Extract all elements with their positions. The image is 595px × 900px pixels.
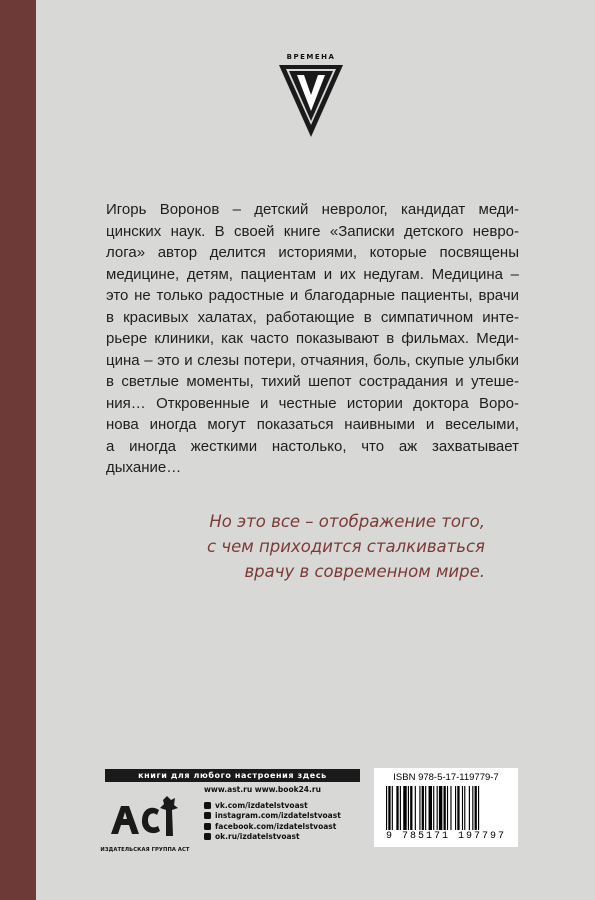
tagline-banner: книги для любого настроения здесь (105, 769, 360, 782)
quote-line: врачу в современном мире. (244, 562, 485, 581)
social-link-facebook[interactable] (204, 821, 374, 832)
series-name: ВРЕМЕНА (286, 53, 336, 61)
social-link-text: facebook.com/izdatelstvoast (215, 821, 337, 831)
annotation-line: в светлые моменты, тихий шепот сострадания и утеше- (106, 373, 519, 390)
isbn-barcode (374, 768, 518, 847)
quote-line: с чем приходится сталкиваться (207, 537, 485, 556)
social-link-instagram[interactable] (204, 811, 374, 822)
annotation-line: ния… Откровенные и честные истории доктора Воро- (106, 394, 519, 412)
annotation-line: лога» автор делится историями, которые посвящены (106, 244, 519, 261)
annotation-line: а иногда жесткими настолько, что аж захватывает (106, 437, 519, 455)
barcode-digits: 9 785171 197797 (385, 831, 506, 842)
social-link-text: instagram.com/izdatelstvoast (215, 811, 341, 821)
annotation-line: цина – это и слезы потери, отчаяния, боль, скупые улыбки (106, 351, 519, 369)
annotation-line: это не только радостные и благодарные пациенты, врачи (106, 287, 519, 304)
social-link-ok[interactable] (204, 832, 374, 843)
annotation-line: рьере клиники, как часто показывают в фильмах. Меди- (106, 330, 519, 347)
highlight-quote (100, 509, 485, 584)
social-link-text: vk.com/izdatelstvoast (215, 800, 308, 810)
v-triangle-icon (277, 53, 345, 139)
publisher-group-name: ИЗДАТЕЛЬСКАЯ ГРУППА АСТ (100, 847, 190, 853)
annotation-line: нова иногда могут показаться наивными и веселыми, (106, 416, 519, 433)
facebook-icon (204, 823, 211, 830)
annotation-line: в красивых халатах, работающие в симпатичном инте- (106, 308, 519, 326)
barcode-icon (380, 786, 512, 832)
publisher-series-logo (277, 53, 345, 139)
book-annotation (106, 199, 519, 479)
annotation-line: медицине, детям, пациентам и их недугам. Медицина – (106, 265, 519, 283)
isbn-number: ISBN 978-5-17-119779-7 (393, 772, 499, 783)
website-links[interactable]: www.ast.ru www.book24.ru (204, 785, 321, 794)
annotation-line: Игорь Воронов – детский невролог, кандидат меди- (106, 201, 519, 218)
ok-icon (204, 833, 211, 840)
vk-icon (204, 802, 211, 809)
annotation-line: цинских наук. В своей книге «Записки детского невро- (106, 222, 519, 240)
quote-line: Но это все – отображение того, (209, 512, 485, 531)
social-link-text: ok.ru/izdatelstvoast (215, 832, 300, 842)
instagram-icon (204, 812, 211, 819)
social-links (204, 800, 374, 842)
social-link-vk[interactable] (204, 800, 374, 811)
ast-logo-icon (107, 792, 181, 842)
annotation-line: дыхание… (106, 459, 182, 476)
ast-logo (107, 792, 181, 842)
spine-stripe (0, 0, 36, 900)
